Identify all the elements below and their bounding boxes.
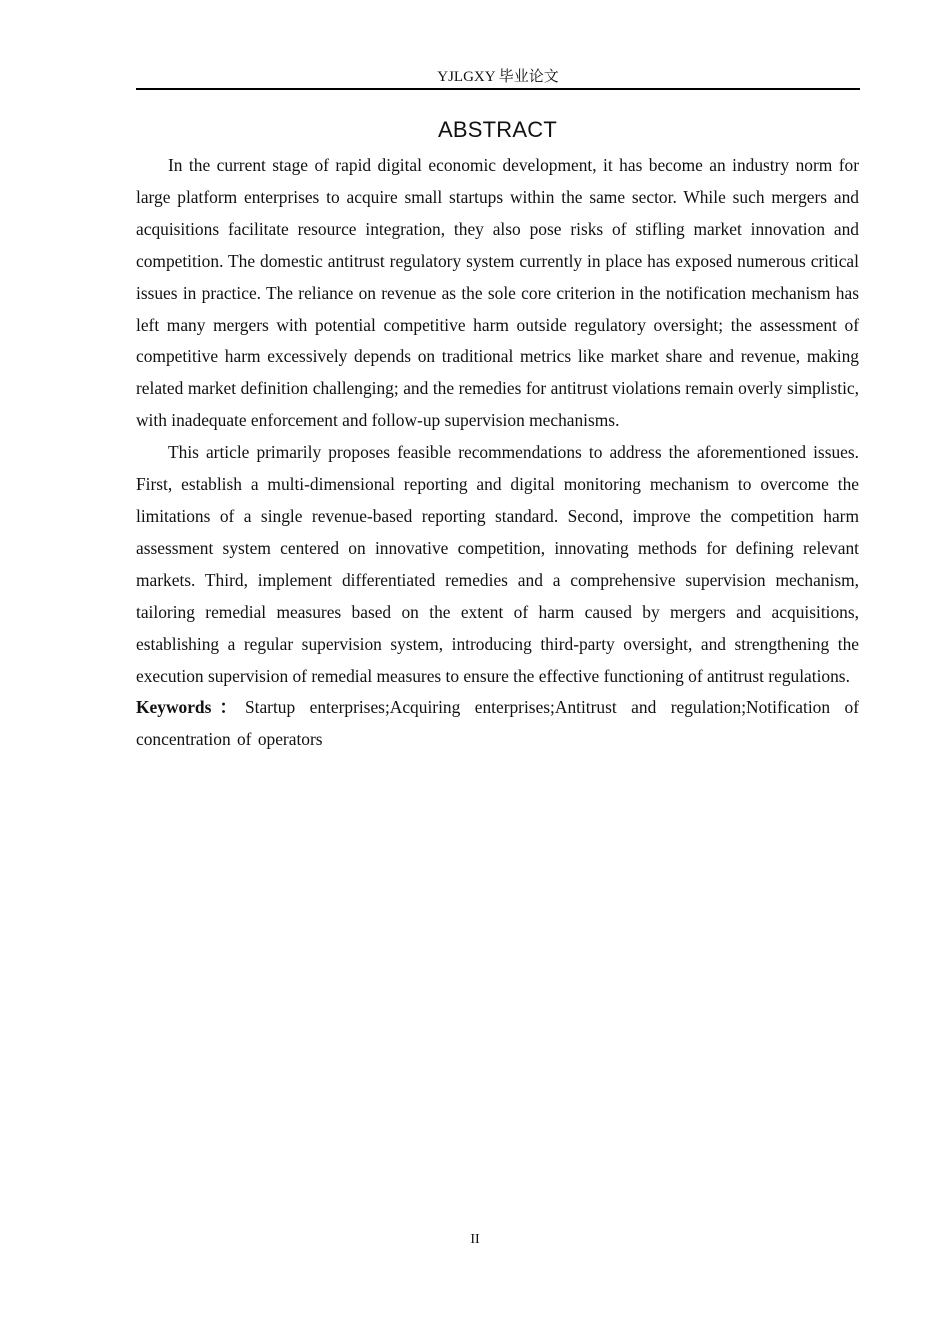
page-footer xyxy=(0,1230,950,1250)
abstract-section xyxy=(136,112,859,756)
page-number: II xyxy=(470,1232,480,1247)
abstract-paragraph-2: This article primarily proposes feasible recommendations to address the aforementioned issues. First, establish a multi-dimensional reporting and digital monitoring mechanism to overcome the limitations of a single revenue-based reporting standard. Second, improve the competition harm assessment system centered on innovative competition, innovating methods for defining relevant markets. Third, implement differentiated remedies and a comprehensive supervision mechanism, tailoring remedial measures based on the extent of harm caused by mergers and acquisitions, establishing a regular supervision system, introducing third-party oversight, and strengthening the execution supervision of remedial measures to ensure the effective functioning of antitrust regulations. xyxy=(136,442,859,686)
keywords-text: Startup enterprises;Acquiring enterprises;Antitrust and regulation;Notification of concentration of operators xyxy=(136,697,860,750)
keywords xyxy=(136,692,859,756)
abstract-paragraph-1: In the current stage of rapid digital economic development, it has become an industry norm for large platform enterprises to acquire small startups within the same sector. While such mergers and acquisitions facilitate resource integration, they also pose risks of stifling market innovation and competition. The domestic antitrust regulatory system currently in place has exposed numerous critical issues in practice. The reliance on revenue as the sole core criterion in the notification mechanism has left many mergers with potential competitive harm outside regulatory oversight; the assessment of competitive harm excessively depends on traditional metrics like market share and revenue, making related market definition challenging; and the remedies for antitrust violations remain overly simplistic, with inadequate enforcement and follow-up supervision mechanisms. xyxy=(136,155,859,431)
abstract-title: ABSTRACT xyxy=(438,117,557,142)
header-text: YJLGXY 毕业论文 xyxy=(437,69,559,85)
page-header xyxy=(136,66,860,90)
keywords-label: Keywords： xyxy=(136,697,245,718)
